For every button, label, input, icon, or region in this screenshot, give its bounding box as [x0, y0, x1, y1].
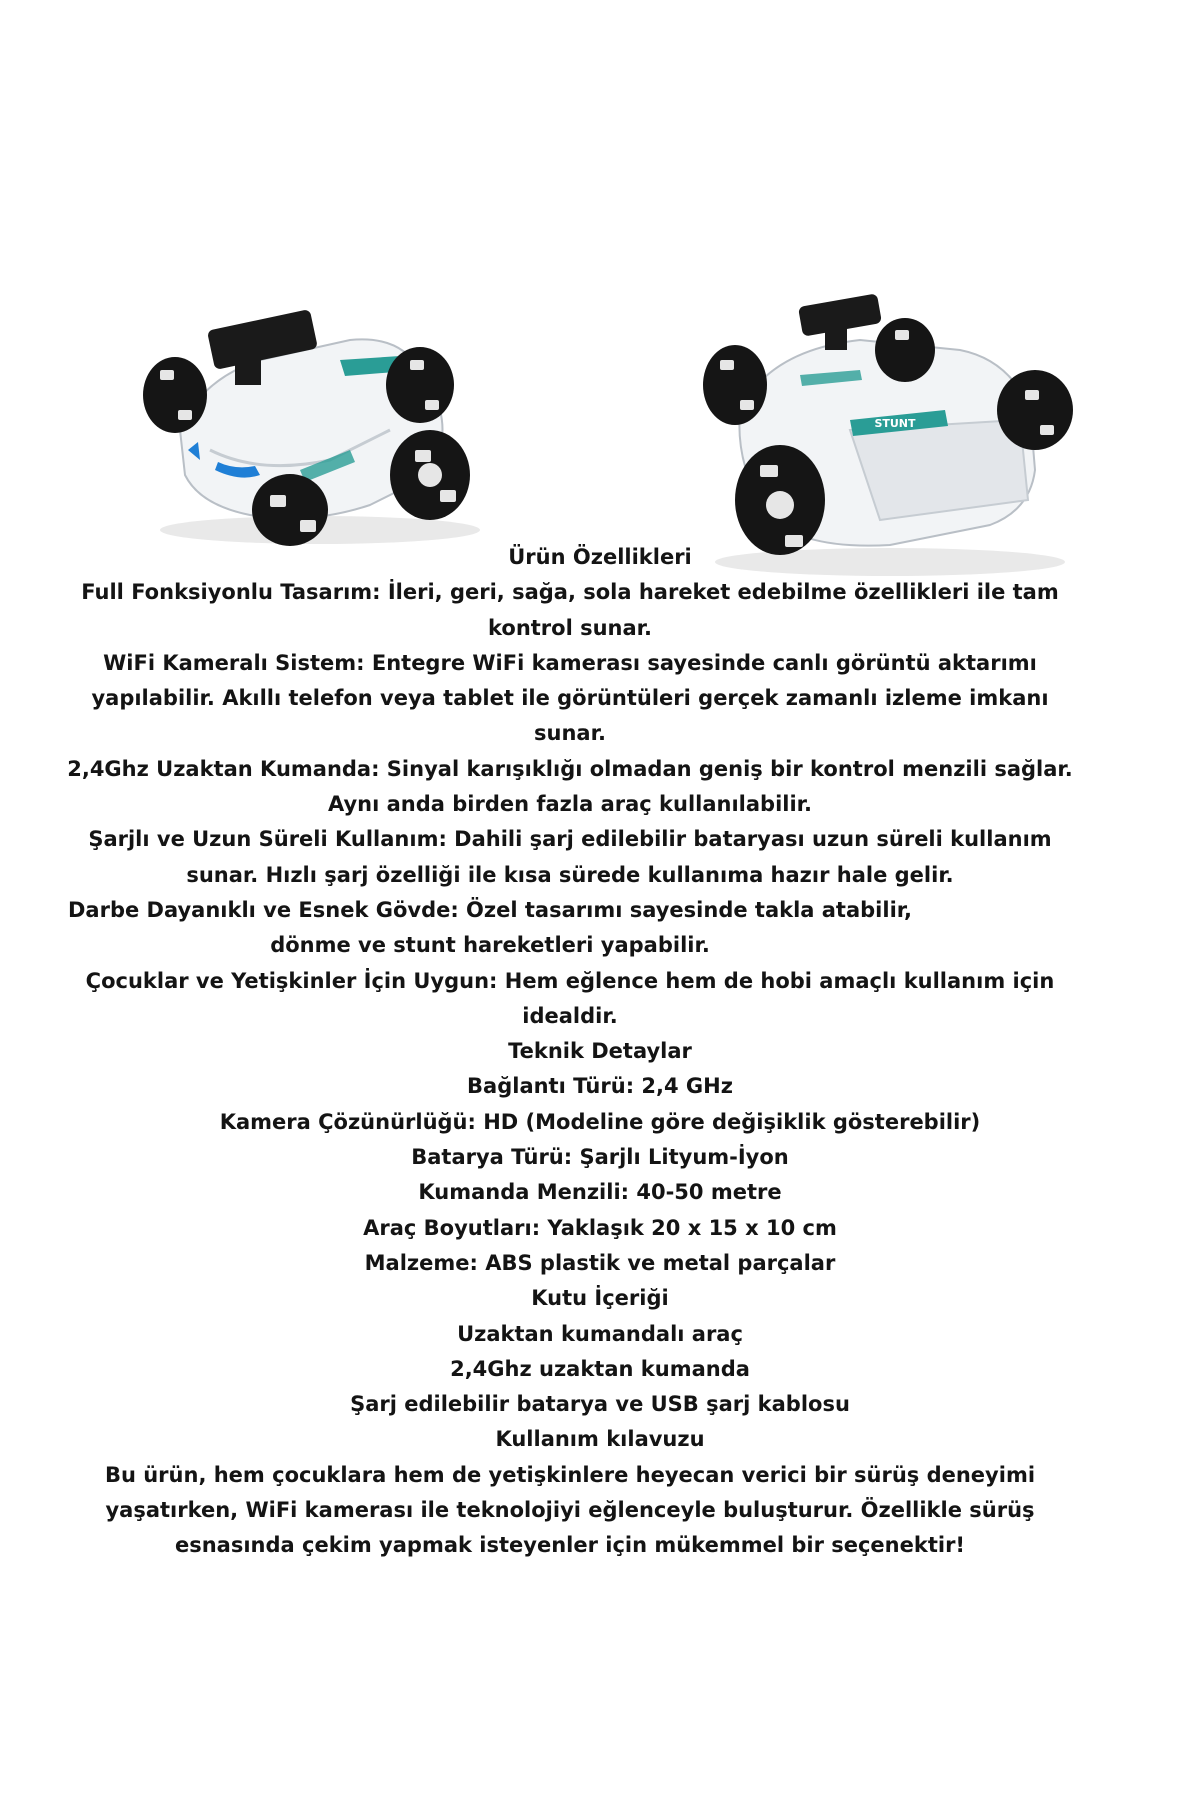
technical-item: Malzeme: ABS plastik ve metal parçalar: [364, 1250, 836, 1275]
box-contents-item: Şarj edilebilir batarya ve USB şarj kablosu: [350, 1392, 850, 1417]
feature-item: WiFi Kameralı Sistem: Entegre WiFi kamerası sayesinde canlı görüntü aktarımı yapılabilir. Akıllı telefon veya tablet ile görüntüleri gerçek zamanlı izleme imkanı sunar.: [91, 650, 1049, 746]
technical-item: Batarya Türü: Şarjlı Lityum-İyon: [411, 1145, 789, 1170]
product-description: [60, 540, 1140, 1564]
features-heading: Ürün Özellikleri: [508, 545, 692, 569]
feature-item: Çocuklar ve Yetişkinler İçin Uygun: Hem eğlence hem de hobi amaçlı kullanım için idealdir.: [85, 968, 1055, 1028]
rc-stunt-car-rear-view-icon: [703, 293, 1073, 576]
rc-stunt-car-front-view-icon: [143, 309, 480, 546]
car-decal-text: STUNT: [874, 417, 916, 430]
rc-car-rear-image: [690, 300, 1090, 580]
feature-item: Full Fonksiyonlu Tasarım: İleri, geri, sağa, sola hareket edebilme özellikleri ile tam kontrol sunar.: [81, 580, 1059, 640]
box-contents-item: 2,4Ghz uzaktan kumanda: [450, 1356, 750, 1381]
box-contents-heading: Kutu İçeriği: [531, 1286, 669, 1311]
box-contents-item: Kullanım kılavuzu: [495, 1427, 705, 1452]
technical-item: Kumanda Menzili: 40-50 metre: [418, 1180, 782, 1205]
box-contents-item: Uzaktan kumandalı araç: [457, 1321, 743, 1346]
closing-paragraph: Bu ürün, hem çocuklara hem de yetişkinlere heyecan verici bir sürüş deneyimi yaşatırken, WiFi kamerası ile teknolojiyi eğlenceyle buluşturur. Özellikle sürüş esnasında çekim yapmak isteyenler için mükemmel bir seçenektir!: [104, 1462, 1036, 1558]
technical-item: Araç Boyutları: Yaklaşık 20 x 15 x 10 cm: [363, 1215, 837, 1240]
technical-item: Bağlantı Türü: 2,4 GHz: [467, 1074, 733, 1099]
feature-item: 2,4Ghz Uzaktan Kumanda: Sinyal karışıklığı olmadan geniş bir kontrol menzili sağlar. Aynı anda birden fazla araç kullanılabilir.: [67, 756, 1073, 817]
rc-car-front-image: [140, 300, 500, 550]
feature-item: Darbe Dayanıklı ve Esnek Gövde: Özel tasarımı sayesinde takla atabilir, dönme ve stunt hareketleri yapabilir.: [67, 897, 913, 958]
technical-heading: Teknik Detaylar: [508, 1039, 692, 1064]
technical-item: Kamera Çözünürlüğü: HD (Modeline göre değişiklik gösterebilir): [219, 1109, 981, 1134]
feature-item: Şarjlı ve Uzun Süreli Kullanım: Dahili şarj edilebilir bataryası uzun süreli kullanım sunar. Hızlı şarj özelliği ile kısa sürede kullanıma hazır hale gelir.: [88, 827, 1052, 887]
